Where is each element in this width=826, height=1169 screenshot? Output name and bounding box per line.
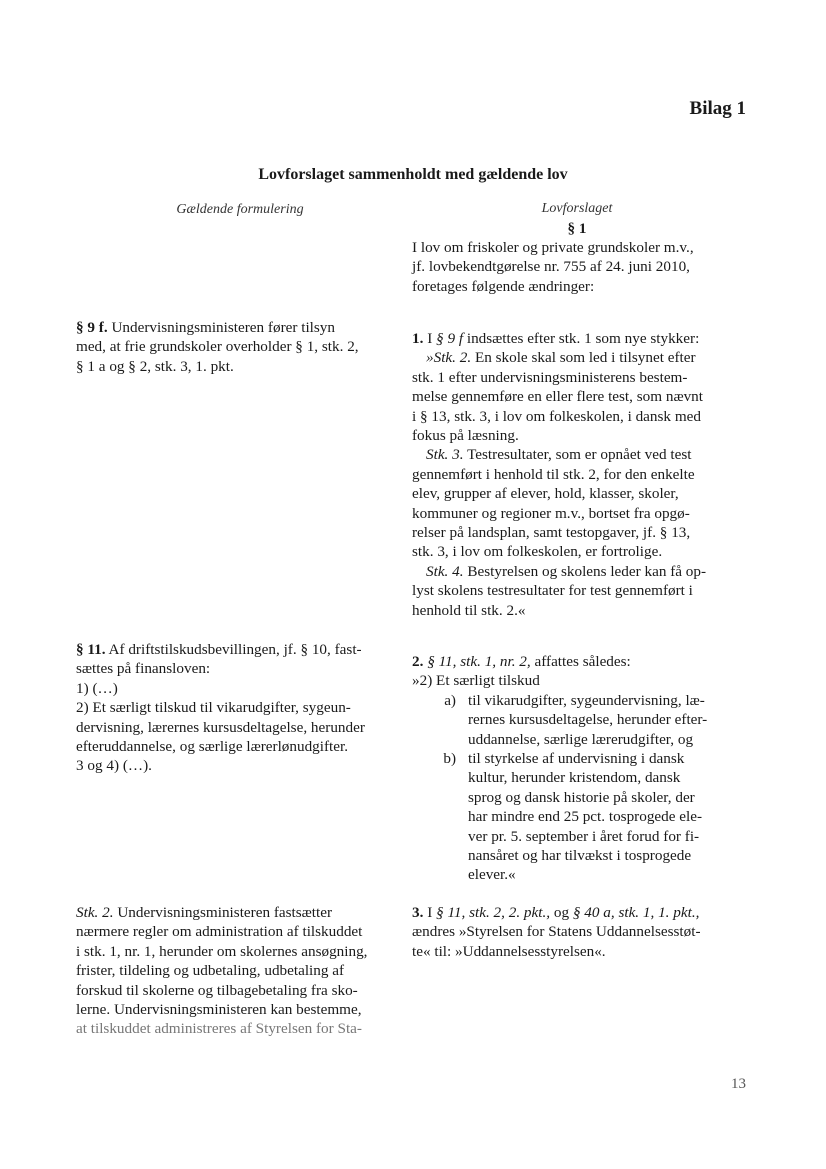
paragraph-text: dervisning, lærernes kursusdeltagelse, herunder [76,718,365,736]
amendment-reference: § 11, stk. 1, nr. 2, [427,653,531,670]
list-label: b) [443,750,456,768]
left-paragraph-11 [76,640,394,776]
list-text: til styrkelse af undervisning i dansk [468,750,685,768]
left-column-heading: Gældende formulering [176,202,304,217]
paragraph-text: i stk. 1, nr. 1, herunder om skolernes ansøgning, [76,942,368,960]
amendment-text: kommuner og regioner m.v., bortset fra opgø- [412,504,690,522]
paragraph-text: 2) Et særligt tilskud til vikarudgifter, sygeun- [76,699,351,717]
list-text: uddannelse, særlige lærerudgifter, og [468,730,694,748]
amendment-text: En skole skal som led i tilsynet efter [471,349,696,367]
intro-line: I lov om friskoler og private grundskoler m.v., [412,239,694,256]
amendment-number: 1. [412,330,424,347]
paragraph-text: Undervisningsministeren fastsætter [113,904,333,921]
right-column-heading: Lovforslaget [541,201,613,216]
paragraph-text: Af driftstilskudsbevillingen, jf. § 10, fast- [105,641,362,658]
paragraph-text: forskud til skolerne og tilbagebetaling fra sko- [76,981,358,999]
list-text: til vikarudgifter, sygeundervisning, læ- [468,691,705,709]
page-number: 13 [731,1076,746,1092]
stk-label: Stk. 3. [426,446,464,464]
amendment-text: lyst skolens testresultater for test gennemført i [412,582,693,600]
paragraph-text: 3 og 4) (…). [76,757,152,775]
amendment-text: stk. 3, i lov om folkeskolen, er fortrolige. [412,543,663,561]
amendment-text: affattes således: [530,653,631,670]
paragraph-text: § 1 a og § 2, stk. 3, 1. pkt. [76,357,234,375]
amendment-text: ændres »Styrelsen for Statens Uddannelsesstøt- [412,923,701,941]
amendment-text: melse gennemføre en eller flere test, som nævnt [412,388,703,406]
amendment-text: I [423,904,437,921]
paragraph-text: med, at frie grundskoler overholder § 1, stk. 2, [76,338,359,356]
amendment-text: »2) Et særligt tilskud [412,672,540,690]
amendment-reference: § 9 f [436,330,464,347]
list-item [412,749,742,885]
paragraph-text: efteruddannelse, og særlige lærerlønudgifter. [76,738,349,756]
paragraph-text: Undervisningsministeren fører tilsyn [107,319,335,336]
amendment-text: relser på landsplan, samt testopgaver, jf. § 13, [412,524,691,542]
amendment-text: te« til: »Uddannelsesstyrelsen«. [412,942,606,960]
paragraph-text: at tilskuddet administreres af Styrelsen for Sta- [76,1020,362,1038]
amendment-text: gennemført i henhold til stk. 2, for den enkelte [412,465,695,483]
amendment-1 [412,329,742,620]
list-item [412,691,742,749]
list-text: har mindre end 25 pct. tosprogede ele- [468,808,703,826]
amendment-3 [412,903,742,961]
paragraph-text: nærmere regler om administration af tilskuddet [76,923,363,941]
list-text: sprog og dansk historie på skoler, der [468,788,695,806]
list-text: kultur, herunder kristendom, dansk [468,769,681,787]
paragraph-text: lerne. Undervisningsministeren kan bestemme, [76,1001,362,1019]
amendment-text: stk. 1 efter undervisningsministerens bestem- [412,368,688,386]
document-title: Lovforslaget sammenholdt med gældende lov [258,166,568,183]
paragraph-heading: Stk. 2. [76,904,114,921]
stk-label: Stk. 4. [426,562,464,580]
amendment-text: Testresultater, som er opnået ved test [463,446,692,464]
amendment-text: elev, grupper af elever, hold, klasser, skoler, [412,485,679,503]
amendment-text: henhold til stk. 2.« [412,601,526,619]
amendment-text: fokus på læsning. [412,427,519,445]
amendment-reference: § 40 a, stk. 1, 1. pkt., [572,904,700,921]
paragraph-heading: § 11. [76,641,106,658]
paragraph-text: sættes på finansloven: [76,660,211,678]
list-text: elever.« [468,866,516,884]
list-text: nansåret og har tilvækst i tosprogede [468,847,692,865]
stk-label: »Stk. 2. [426,349,472,367]
amendment-text: indsættes efter stk. 1 som nye stykker: [463,330,700,347]
amendment-text: i § 13, stk. 3, i lov om folkeskolen, i dansk med [412,407,701,425]
amendment-2 [412,652,742,885]
left-paragraph-9f [76,318,394,376]
amendment-number: 2. [412,653,424,670]
paragraph-text: 1) (…) [76,679,118,697]
intro-line: jf. lovbekendtgørelse nr. 755 af 24. juni 2010, [412,258,690,276]
list-text: rernes kursusdeltagelse, herunder efter- [468,711,708,729]
section-heading: § 1 [567,220,587,237]
left-paragraph-stk2 [76,903,394,1039]
amendment-text: I [423,330,437,347]
list-label: a) [444,691,456,709]
list-text: ver pr. 5. september i året forud for fi- [468,827,700,845]
intro-line: foretages følgende ændringer: [412,277,595,295]
amendment-text: Bestyrelsen og skolens leder kan få op- [463,562,707,580]
appendix-label: Bilag 1 [689,98,746,119]
amendment-reference: § 11, stk. 2, 2. pkt., [436,904,551,921]
paragraph-text: frister, tildeling og udbetaling, udbetaling af [76,962,345,980]
paragraph-heading: § 9 f. [76,319,108,336]
amendment-number: 3. [412,904,424,921]
intro-paragraph [412,238,742,296]
amendment-text: og [550,904,573,921]
